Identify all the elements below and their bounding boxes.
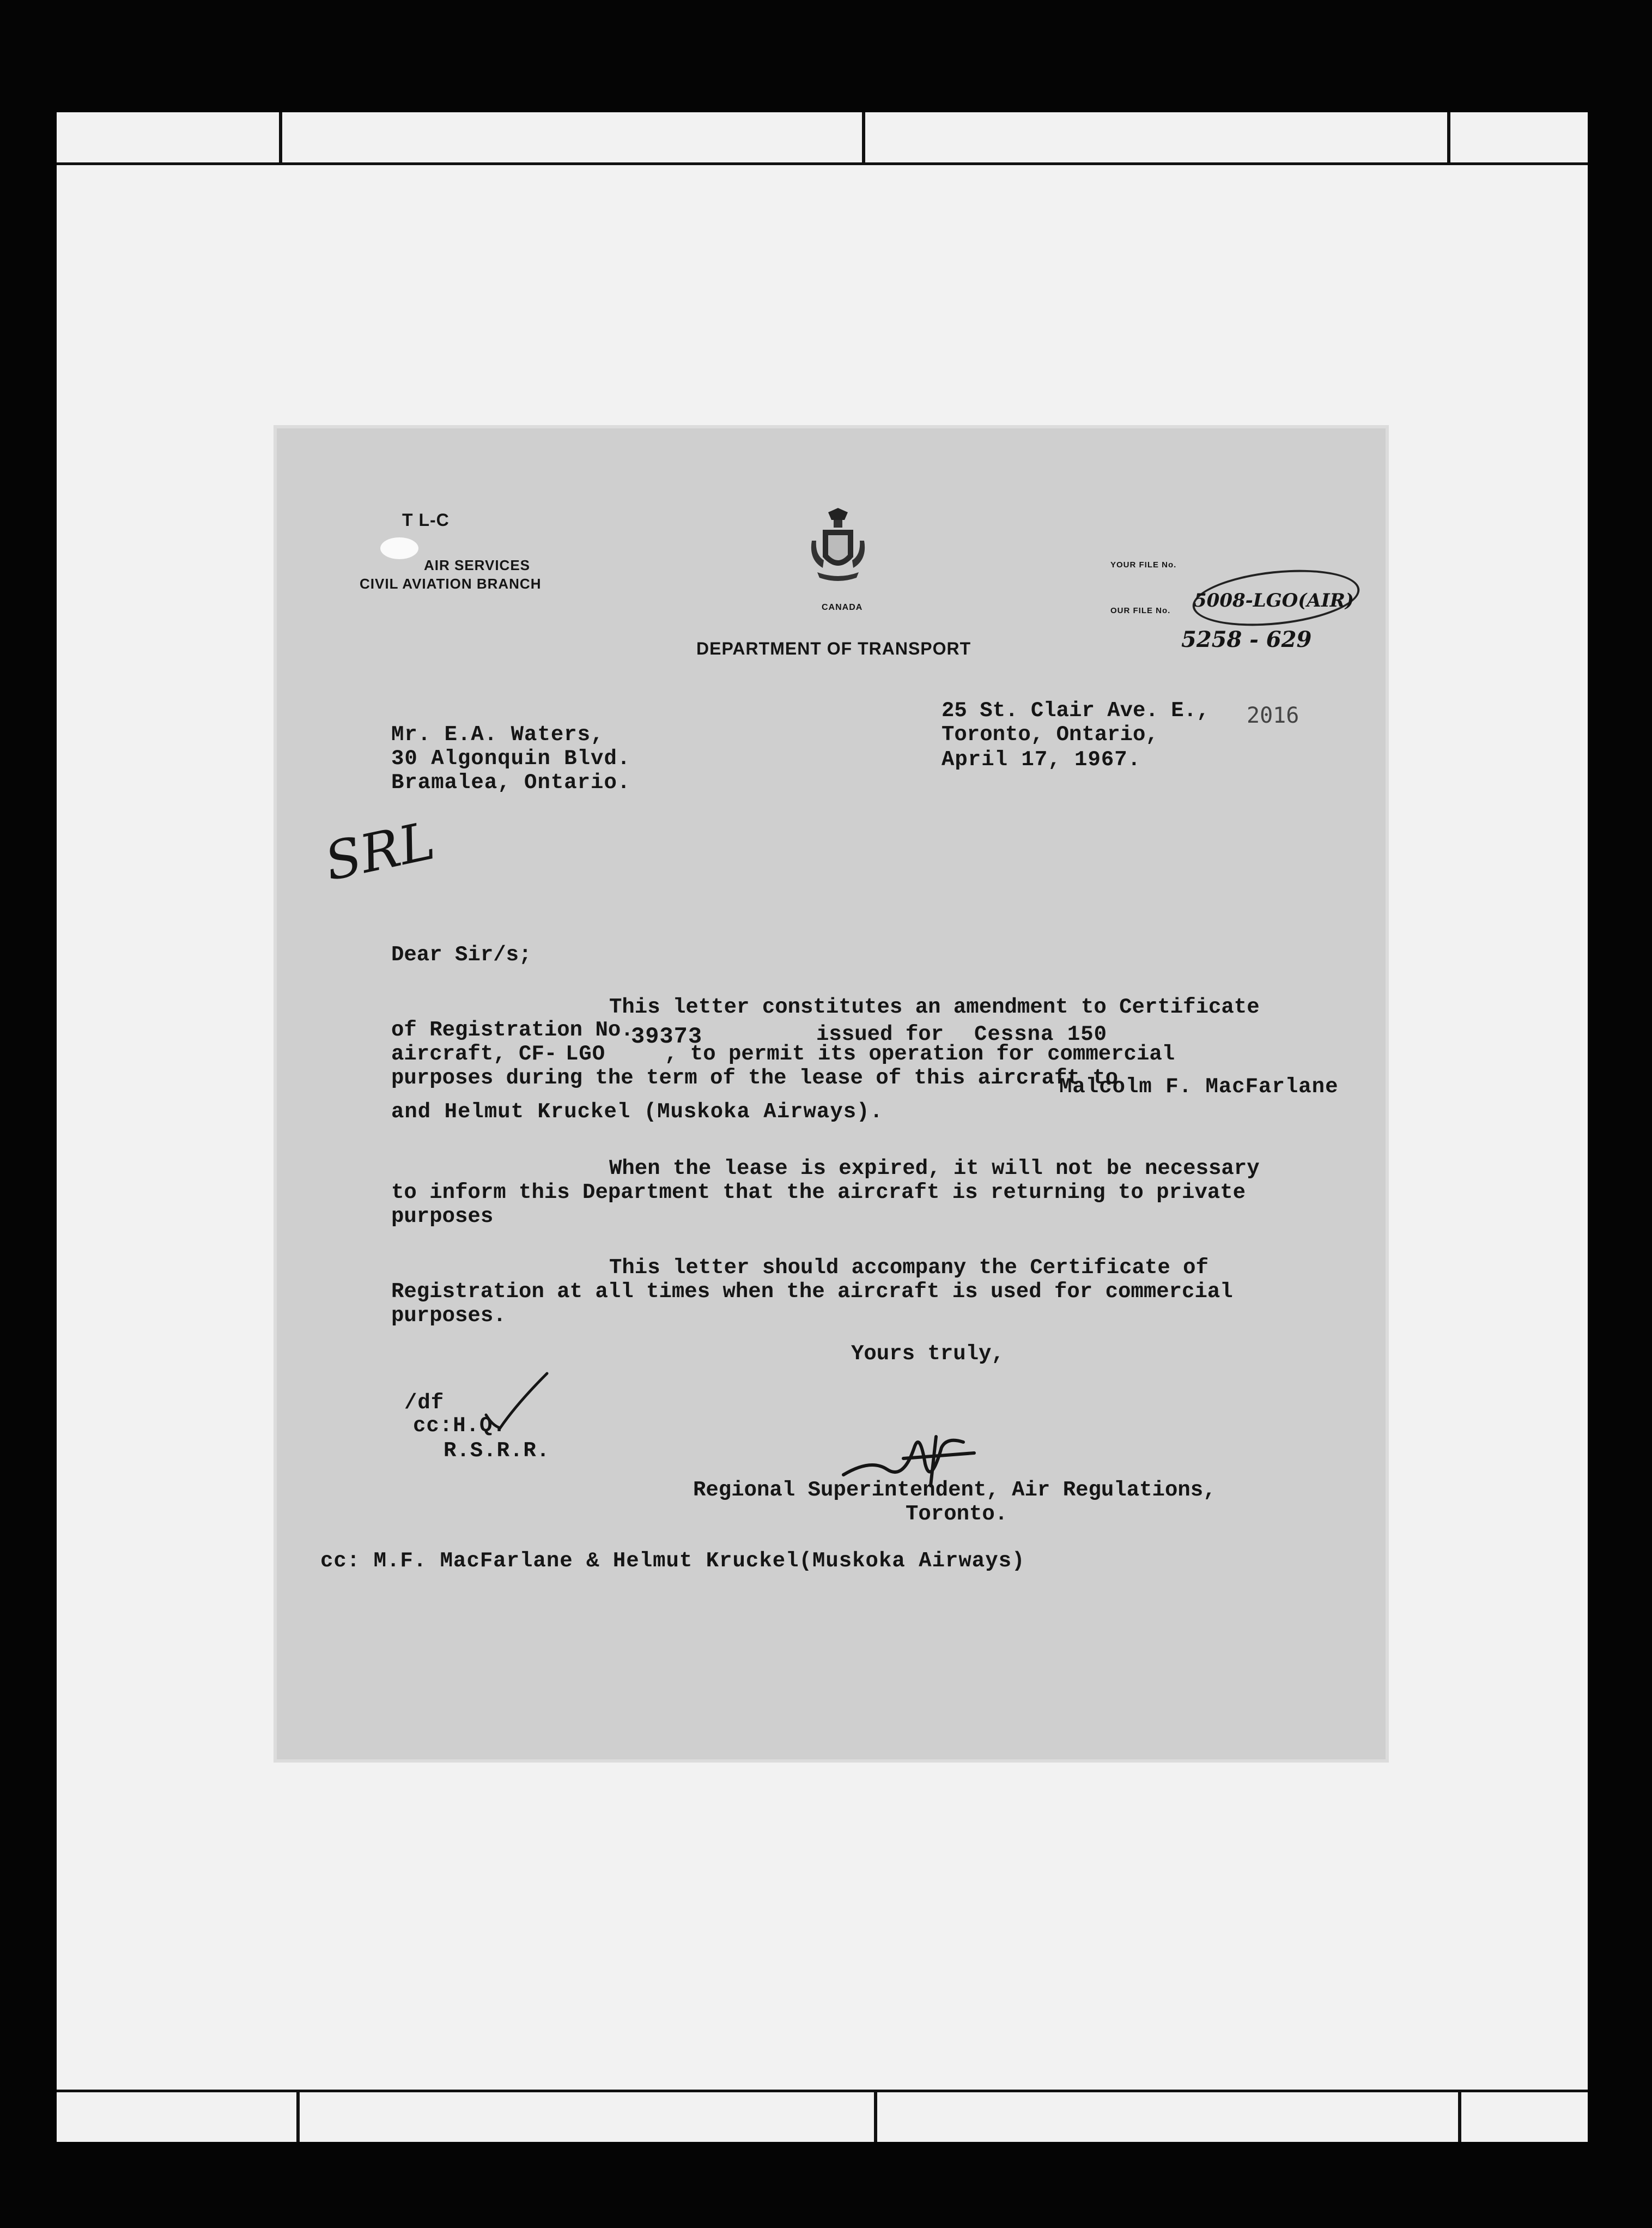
top-divider-1	[279, 112, 282, 165]
checkmark-icon	[484, 1371, 549, 1431]
body-p3-line-1: This letter should accompany the Certificate of	[609, 1256, 1208, 1280]
bottom-divider-1	[296, 2090, 300, 2142]
body-p1-line-1: This letter constitutes an amendment to Certificate	[609, 995, 1260, 1019]
sender-address-line-2: Toronto, Ontario,	[942, 723, 1158, 747]
branch-code: T L-C	[402, 510, 450, 530]
body-p2-line-2: to inform this Department that the aircraft is returning to private	[391, 1180, 1246, 1204]
department-title: DEPARTMENT OF TRANSPORT	[696, 639, 971, 658]
cc-internal-2: R.S.R.R.	[444, 1439, 550, 1463]
canada-coat-of-arms-icon	[806, 508, 870, 584]
sender-address-line-1: 25 St. Clair Ave. E.,	[942, 699, 1210, 723]
recipient-street: 30 Algonquin Blvd.	[391, 747, 631, 771]
salutation: Dear Sir/s;	[391, 943, 532, 967]
crest-caption: CANADA	[822, 603, 863, 612]
aircraft-mark: LGO	[566, 1042, 606, 1066]
cc-external: cc: M.F. MacFarlane & Helmut Kruckel(Muskoka Airways)	[320, 1549, 1025, 1573]
handwritten-initials: SRL	[319, 810, 440, 893]
lessee-name: Malcolm F. MacFarlane	[1059, 1075, 1339, 1099]
letter-sheet	[277, 428, 1386, 1759]
aircraft-type: Cessna 150	[974, 1022, 1108, 1046]
body-p1-line-3b: , to permit its operation for commercial	[665, 1042, 1175, 1066]
civil-aviation-branch-label: CIVIL AVIATION BRANCH	[360, 576, 542, 592]
file-reference-number: 5258 - 629	[1181, 627, 1312, 652]
our-file-label: OUR FILE No.	[1110, 606, 1171, 615]
cc-internal-1: cc:H.Q.	[413, 1414, 506, 1438]
body-p3-line-3: purposes.	[391, 1304, 506, 1328]
letter-date: April 17, 1967.	[942, 748, 1141, 772]
bottom-strip-line	[57, 2090, 1588, 2092]
body-p1-line-2a: of Registration No.	[391, 1018, 634, 1042]
typist-reference: /df	[404, 1391, 445, 1415]
body-p2-line-3: purposes	[391, 1204, 494, 1228]
top-strip-line	[57, 162, 1588, 165]
top-divider-3	[1447, 112, 1450, 165]
signatory-title: Regional Superintendent, Air Regulations,	[693, 1478, 1216, 1502]
recipient-name: Mr. E.A. Waters,	[391, 723, 604, 747]
our-file-number: 5008-LGO(AIR)	[1194, 590, 1355, 612]
air-services-label: AIR SERVICES	[424, 557, 531, 573]
body-p1-line-3a: aircraft, CF-	[391, 1042, 557, 1066]
body-p3-line-2: Registration at all times when the aircraft is used for commercial	[391, 1280, 1233, 1304]
body-p1-line-2b: issued for	[816, 1022, 944, 1046]
registration-number: 39373	[631, 1024, 703, 1050]
your-file-label: YOUR FILE No.	[1110, 560, 1177, 570]
punch-hole-mark	[380, 537, 418, 559]
closing: Yours truly,	[851, 1342, 1004, 1366]
body-p2-line-1: When the lease is expired, it will not be necessary	[609, 1157, 1260, 1180]
bottom-divider-2	[874, 2090, 877, 2142]
signatory-city: Toronto.	[906, 1502, 1008, 1526]
body-p1-line-4a: purposes during the term of the lease of this aircraft to	[391, 1066, 1119, 1090]
bottom-divider-3	[1458, 2090, 1461, 2142]
stamp-number: 2016	[1247, 703, 1299, 728]
recipient-city: Bramalea, Ontario.	[391, 771, 631, 795]
body-p1-line-5: and Helmut Kruckel (Muskoka Airways).	[391, 1100, 883, 1124]
top-divider-2	[862, 112, 865, 165]
